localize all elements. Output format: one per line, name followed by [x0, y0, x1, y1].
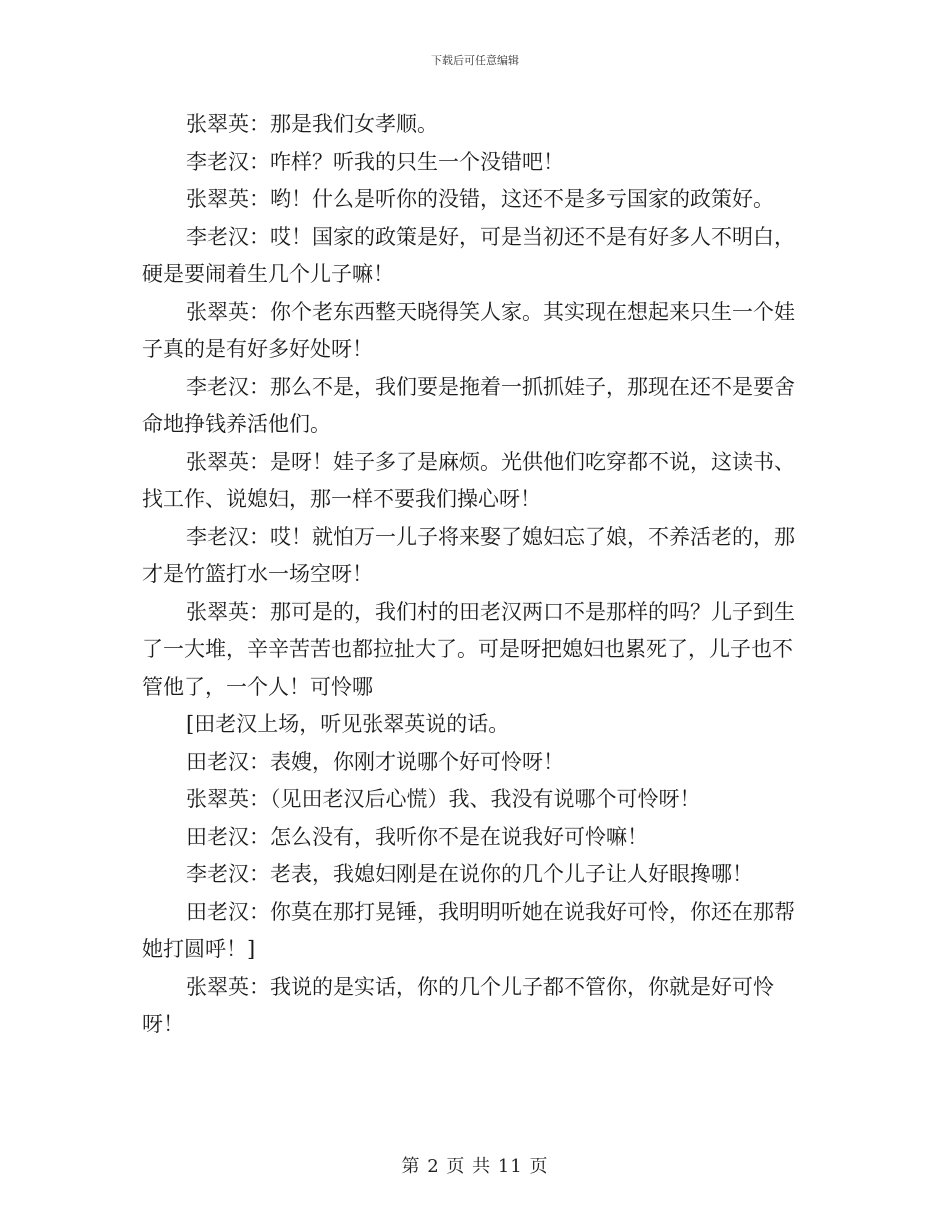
paragraph: 李老汉：哎！国家的政策是好，可是当初还不是有好多人不明白，硬是要闹着生几个儿子嘛！ — [142, 224, 795, 286]
paragraph: 张翠英：是呀！娃子多了是麻烦。光供他们吃穿都不说，这读书、找工作、说媳妇，那一样不要我们操心呀！ — [142, 449, 795, 511]
paragraph: 李老汉：老表，我媳妇刚是在说你的几个儿子让人好眼搀哪！ — [186, 862, 753, 886]
paragraph: 张翠英：那可是的，我们村的田老汉两口不是那样的吗？儿子到生了一大堆，辛辛苦苦也都拉扯大了。可是呀把媳妇也累死了，儿子也不管他了，一个人！可怜哪 — [142, 599, 795, 699]
paragraph: 田老汉：表嫂，你刚才说哪个好可怜呀！ — [186, 749, 564, 774]
paragraph: 张翠英：我说的是实话，你的几个儿子都不管你，你就是好可怜呀！ — [142, 974, 774, 1036]
paragraph: 李老汉：咋样？听我的只生一个没错吧！ — [186, 149, 564, 174]
page-number: 第 2 页 共 11 页 — [401, 1156, 549, 1177]
document-body — [142, 106, 808, 1044]
paragraph: 李老汉：那么不是，我们要是拖着一抓抓娃子，那现在还不是要舍命地挣钱养活他们。 — [142, 374, 795, 436]
paragraph: 张翠英：那是我们女孝顺。 — [186, 112, 438, 136]
paragraph: 张翠英：哟！什么是听你的没错，这还不是多亏国家的政策好。 — [186, 187, 774, 211]
paragraph: 田老汉：你莫在那打晃锤，我明明听她在说我好可怜，你还在那帮她打圆呼！] — [142, 899, 795, 961]
paragraph: 张翠英：（见田老汉后心慌）我、我没有说哪个可怜呀！ — [186, 787, 701, 811]
paragraph: [田老汉上场，听见张翠英说的话。 — [186, 712, 510, 736]
paragraph: 李老汉：哎！就怕万一儿子将来娶了媳妇忘了娘，不养活老的，那才是竹篮打水一场空呀！ — [142, 524, 795, 586]
paragraph: 田老汉：怎么没有，我听你不是在说我好可怜嘛！ — [186, 824, 648, 849]
paragraph: 张翠英：你个老东西整天晓得笑人家。其实现在想起来只生一个娃子真的是有好多好处呀！ — [142, 299, 795, 361]
page-header: 下载后可任意编辑 — [431, 54, 519, 67]
